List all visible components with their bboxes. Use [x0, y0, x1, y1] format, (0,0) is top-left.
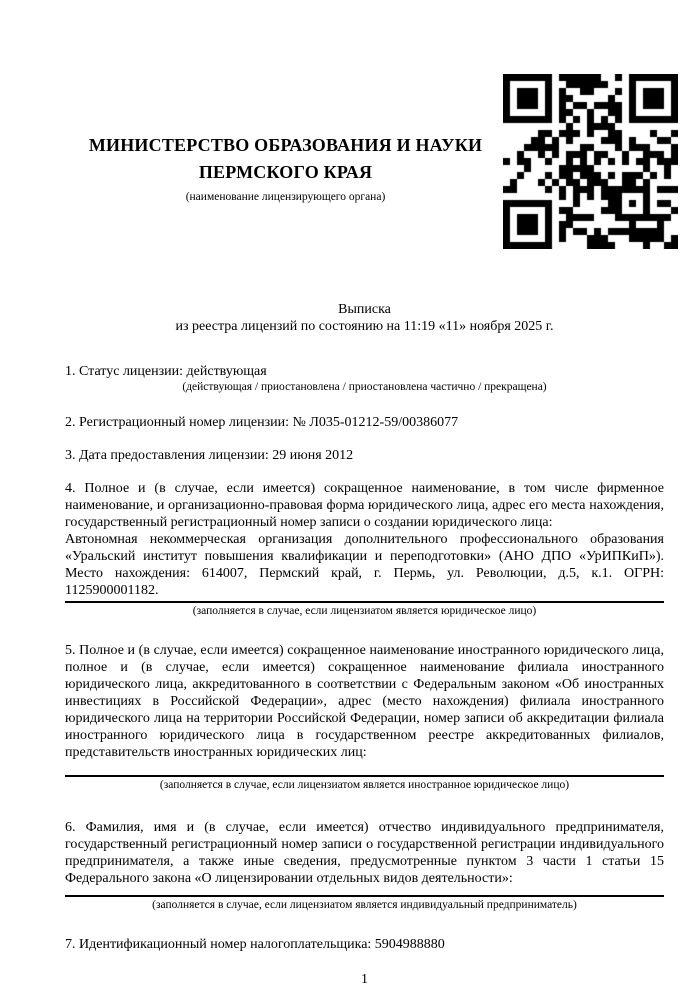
license-status: 1. Статус лицензии: действующая [65, 364, 267, 379]
document-content [65, 0, 664, 988]
foreign-entity-prompt: 5. Полное и (в случае, если имеется) сокращенное наименование иностранного юридического лица, полное и (в случае, если имеется) сокращенное наименование филиала иностранного юридического лица, аккредитованного в соответствии с Федеральным законом «Об иностранных инвестициях в Российской Федерации», адрес (место нахождения) филиала иностранного юридического лица на территории Российской Федерации, номер записи об аккредитации филиала иностранного юридического лица в государственном реестре аккредитованных филиалов, представительств иностранных юридических лиц: [65, 643, 664, 760]
legal-entity-section [65, 480, 664, 618]
legal-entity-prompt: 4. Полное и (в случае, если имеется) сокращенное наименование, в том числе фирменное наименование, и организационно-правовая форма юридического лица, адрес его места нахождения, государственный регистрационный номер записи о создании юридического лица: [65, 481, 664, 530]
individual-entrepreneur-fill-rule [65, 895, 664, 897]
legal-entity-value: Автономная некоммерческая организация дополнительного профессионального образования «Уральский институт повышения квалификации и переподготовки» (АНО ДПО «УрИПКиП»). Место нахождения: 614007, Пермский край, г. Пермь, ул. Революции, д.5, к.1. ОГРН: 1125900001182. [65, 532, 664, 598]
individual-entrepreneur-hint: (заполняется в случае, если лицензиатом является индивидуальный предприниматель) [152, 899, 577, 911]
legal-entity-hint: (заполняется в случае, если лицензиатом является юридическое лицо) [192, 605, 537, 617]
legal-entity-fill-rule [65, 601, 664, 603]
licensing-authority-header [65, 132, 506, 204]
foreign-entity-fill-rule [65, 775, 664, 777]
document-title: Выписка [338, 302, 391, 317]
ministry-name-line1: МИНИСТЕРСТВО ОБРАЗОВАНИЯ И НАУКИ [88, 135, 483, 155]
license-registration-number: 2. Регистрационный номер лицензии: № Л035-01212-59/00386077 [65, 415, 459, 430]
ministry-caption: (наименование лицензирующего органа) [185, 191, 386, 203]
license-grant-date: 3. Дата предоставления лицензии: 29 июня 2012 [65, 448, 354, 463]
foreign-entity-hint: (заполняется в случае, если лицензиатом является иностранное юридическое лицо) [159, 779, 570, 791]
document-subtitle: из реестра лицензий по состоянию на 11:19 «11» ноября 2025 г. [175, 319, 554, 334]
ministry-name-line2: ПЕРМСКОГО КРАЯ [198, 162, 373, 182]
document-title-block [65, 301, 664, 335]
taxpayer-id-number: 7. Идентификационный номер налогоплательщика: 5904988880 [65, 937, 445, 952]
foreign-entity-section [65, 642, 664, 792]
individual-entrepreneur-section [65, 819, 664, 912]
individual-entrepreneur-prompt: 6. Фамилия, имя и (в случае, если имеется) отчество индивидуального предпринимателя, государственный регистрационный номер записи о государственной регистрации индивидуального предпринимателя, а также иные сведения, предусмотренные пунктом 3 части 1 статьи 15 Федерального закона «О лицензировании отдельных видов деятельности»: [65, 820, 664, 886]
license-status-hint: (действующая / приостановлена / приостановлена частично / прекращена) [182, 381, 547, 393]
page-number: 1 [361, 972, 368, 987]
